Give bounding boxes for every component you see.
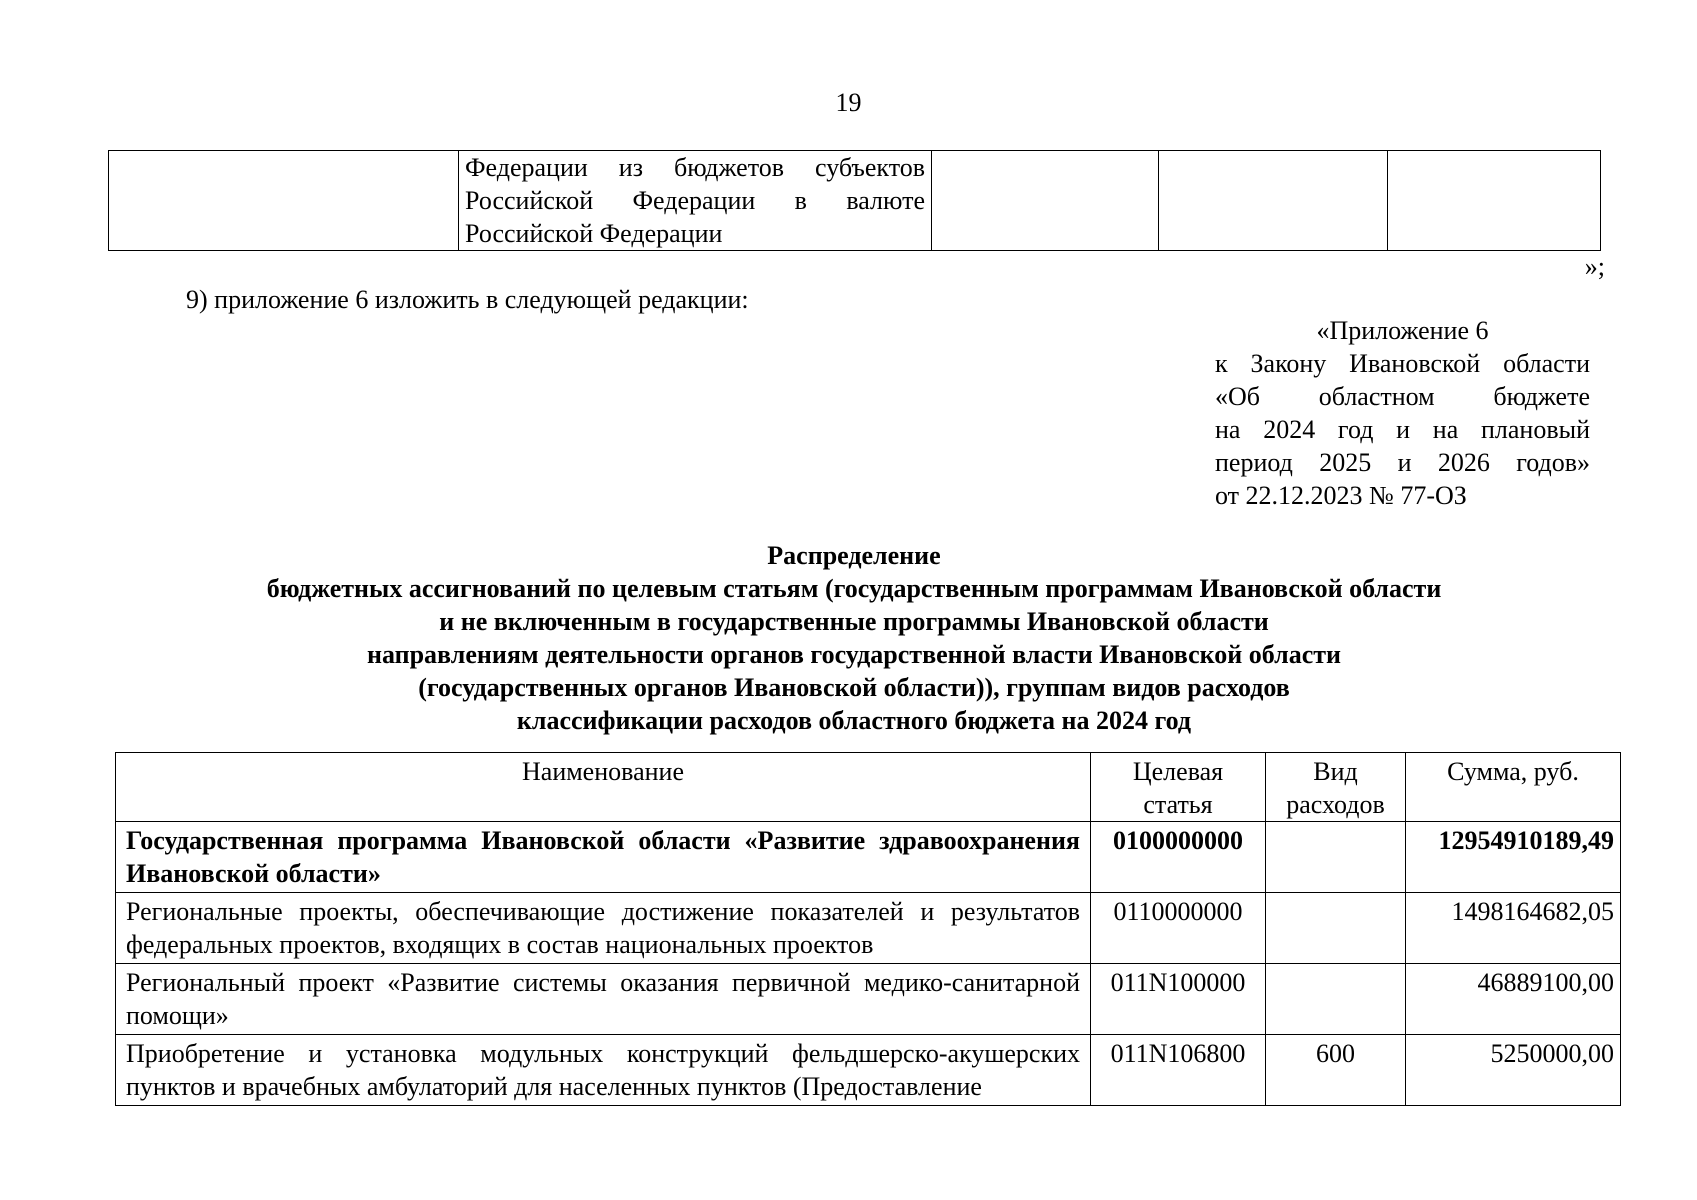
table-row [116, 822, 1621, 893]
row-target: 011N106800 [1091, 1035, 1266, 1106]
table-cell: Федерации из бюджетов субъектов Российской Федерации в валюте Российской Федерации [459, 151, 932, 251]
appendix-line: к Закону Ивановской области [1215, 349, 1590, 378]
row-target: 011N100000 [1091, 964, 1266, 1035]
budget-table [115, 752, 1621, 1106]
table-cell [932, 151, 1159, 251]
appendix-line: от 22.12.2023 № 77-ОЗ [1215, 481, 1467, 510]
page-number: 19 [835, 88, 862, 117]
table-cell [109, 151, 459, 251]
heading-line: направлениям деятельности органов государственной власти Ивановской области [366, 640, 1342, 669]
header-target: Целевая статья [1091, 753, 1266, 822]
appendix-line: «Об областном бюджете [1215, 382, 1590, 411]
heading-line: классификации расходов областного бюджета на 2024 год [516, 706, 1192, 735]
row-sum: 5250000,00 [1406, 1035, 1621, 1106]
closing-quote: »; [1584, 252, 1605, 281]
table-row [116, 1035, 1621, 1106]
row-target: 0110000000 [1091, 893, 1266, 964]
heading-line: (государственных органов Ивановской области)), группам видов расходов [418, 673, 1290, 702]
row-name: Государственная программа Ивановской области «Развитие здравоохранения Ивановской области» [116, 822, 1091, 893]
row-kind [1266, 964, 1406, 1035]
appendix-line: период 2025 и 2026 годов» [1215, 448, 1590, 477]
row-sum: 1498164682,05 [1406, 893, 1621, 964]
heading-line: бюджетных ассигнований по целевым статьям (государственным программам Ивановской области [266, 574, 1442, 603]
row-name: Региональный проект «Развитие системы оказания первичной медико-санитарной помощи» [116, 964, 1091, 1035]
table-row [116, 964, 1621, 1035]
row-sum: 46889100,00 [1406, 964, 1621, 1035]
appendix-line: «Приложение 6 [1316, 316, 1489, 345]
document-heading [108, 539, 1600, 737]
row-name: Приобретение и установка модульных конструкций фельдшерско-акушерских пунктов и врачебных амбулаторий для населенных пунктов (Предоставление [116, 1035, 1091, 1106]
appendix-line: на 2024 год и на плановый [1215, 415, 1590, 444]
row-kind: 600 [1266, 1035, 1406, 1106]
table-header-row [116, 753, 1621, 822]
instruction-text: 9) приложение 6 изложить в следующей редакции: [186, 285, 749, 314]
header-name: Наименование [116, 753, 1091, 822]
table-cell [1388, 151, 1601, 251]
heading-line: и не включенным в государственные программы Ивановской области [439, 607, 1269, 636]
row-sum: 12954910189,49 [1406, 822, 1621, 893]
header-sum: Сумма, руб. [1406, 753, 1621, 822]
table-row [116, 893, 1621, 964]
table-row [109, 151, 1601, 251]
appendix-reference [1215, 314, 1590, 512]
continuation-table [108, 150, 1601, 251]
row-kind [1266, 893, 1406, 964]
row-kind [1266, 822, 1406, 893]
row-name: Региональные проекты, обеспечивающие достижение показателей и результатов федеральных проектов, входящих в состав национальных проектов [116, 893, 1091, 964]
header-kind: Вид расходов [1266, 753, 1406, 822]
table-cell [1159, 151, 1388, 251]
heading-line: Распределение [767, 541, 941, 570]
row-target: 0100000000 [1091, 822, 1266, 893]
